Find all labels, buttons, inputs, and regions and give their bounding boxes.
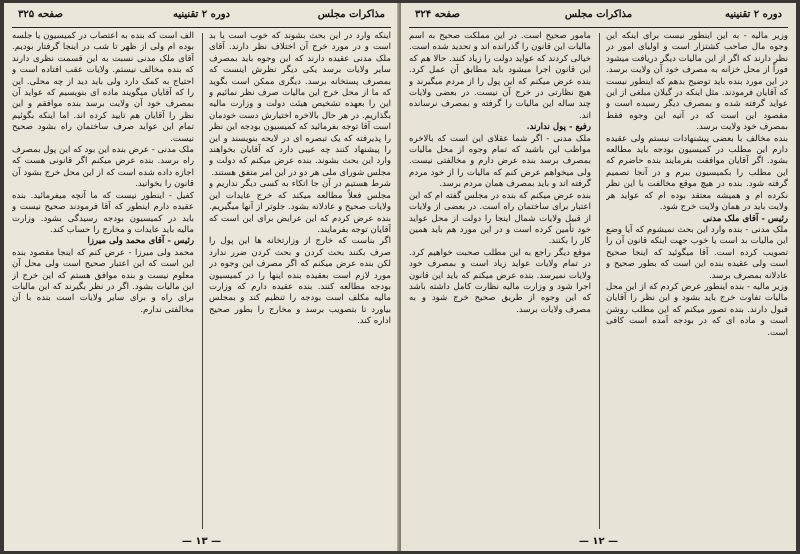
page-number-label: صفحه ۳۲۵ xyxy=(18,9,63,20)
paragraph: وزیر مالیه - به این اینطور نیست برای اینکه این وجوه مال صاحب کشتزار است و اولیای امور در نظر دارند که اگر از این مالیات دیگر دریافت میشود فوراً از محل خزانه به مصرف خود آن ولایت برسد. در این مورد بنده باید توضیح بدهم که اینطور نیست که آقایان فرمودند. مثل اینکه در گیلان مبلغی از این عواید گرفته شده و بمصرف دیگر رسیده است و مقصود این است که در آتیه این وجوه فقط بمصرف خود ولایت برسد. xyxy=(606,31,788,133)
page-footer-number: — ۱۳ — xyxy=(181,536,222,547)
session-title: دوره ۲ تقنینیه xyxy=(173,9,230,20)
paragraph: الف است که بنده به اعتصاب در کمیسیون یا جلسه بوده ام ولی از ظهر تا شب در اینجا گرفتار بودیم. آقای ملک مدنی نسبت به این قسمت نظری دارند که بنده مخالف نیستم. ولایات عقب افتاده است و احتیاج به کمک دارد ولی باید دید از چه محلی. این را که آقایان میگویند ماده ای بنویسیم که عواید آن بمصرف خود آن ولایت برسد بنده موافقم و این نظر را آقایان هم تایید کرده اند. اما اینکه بگوئیم تمام این عواید صرف ساختمان راه بشود صحیح نیست. xyxy=(12,31,194,144)
text-column-right xyxy=(606,31,788,531)
text-column-right xyxy=(209,31,391,531)
right-page xyxy=(401,3,796,551)
paragraph: ملک مدنی - بنده وارد این بحث نمیشوم که آیا وضع این مالیات بد است یا خوب جهت اینکه قانون آن را تصویب کرده است. آقا میگوئید که اینجا صحیح است ولی عقیده بنده این است که بطور صحیح و عادلانه بمصرف برسد. xyxy=(606,224,788,281)
column-divider xyxy=(599,33,600,529)
header-rule xyxy=(409,27,788,28)
text-columns xyxy=(12,31,391,531)
paragraph: کفیل - اینطور نیست که ما آنچه میفرمائید. بنده عقیده دارم اینطور که آقا فرمودند صحیح نیست و باید در کمیسیون بودجه رسیدگی بشود. وزارت مالیه باید عایدات و مخارج را حساب کند. xyxy=(12,190,194,235)
proceedings-title: مذاکرات مجلس xyxy=(564,9,633,20)
paragraph: محمد ولی میرزا - عرض کنم که اینجا مقصود بنده این است که این اعتبار صحیح است ولی محل آن معلوم نیست و بنده موافق هستم که این خرج از این مالیات بشود. اگر در نظر بگیرند که این مالیات برای راه و برای سایر ولایات است بنده با آن مخالفتی ندارم. xyxy=(12,247,194,315)
speaker-heading: رئیس - آقای محمد ولی میرزا xyxy=(87,236,194,247)
paragraph: بنده عرض میکنم که بنده در مجلس گفته ام که این اعتبار برای ساختمان راه است. در بعضی از ولایات از قبیل ولایات شمال اینجا را دولت از محل عواید خود تأمین کرده است و در این مورد هم باید همین کار را بکنند. xyxy=(409,190,591,247)
text-columns xyxy=(409,31,788,531)
paragraph: اگر بناست که خارج از وزارتخانه ها این پول را صرف بکنند بحث کردن و بحث کردن ضرر ندارد لکن بنده عرض میکنم که اگر مصرف این وجوه در مورد لازم است بعقیده بنده اینها را در کمیسیون بودجه مطالعه کنند. بنده عقیده دارم که وزارت مالیه مکلف است بودجه را تنظیم کند و بمجلس بیاورد تا بتصویب برسد و مخارج را بطور صحیح اداره کند. xyxy=(209,236,391,327)
paragraph: مأمور صحیح است. در این مملکت صحیح به اسم مالیات این قانون را گذرانده اند و تحدید شده است. خیالی کردند که عواید دولت را زیاد کنند. حالا هم که این قانون اجرا میشود باید مطابق آن عمل کرد. بنده عرض میکنم که این پول را از مردم میگیرند و هیچ نظارتی در خرج آن نیست. در بعضی ولایات چند ساله این مالیات را گرفته و بمصرف نرسانده اند. xyxy=(409,31,591,121)
column-divider xyxy=(202,33,203,529)
page-footer-number: — ۱۲ — xyxy=(578,536,619,547)
page-number-label: صفحه ۳۲۴ xyxy=(415,9,460,20)
proceedings-title: مذاکرات مجلس xyxy=(317,9,385,20)
paragraph: اینکه وارد در این بحث بشوند که خوب است یا بد است و در مورد خرج آن اختلاف نظر دارند. آقای ملک مدنی عقیده دارند که این وجوه باید بمصرف سایر ولایات برسد یکی دیگر نظرش اینست که بمصرف پستخانه برسد. دیگری ممکن است بگوید که ما از محل خرج این مالیات صرف نظر نمائیم و این را بعهده تشخیص هیئت دولت و وزارت مالیه بگذاریم. در هر حال بالاخره اختیارش دست خودمان است آقا توجه بفرمائید که کمیسیون بودجه این نظر را پذیرفته که یک تبصره ای در لایحه بنویسند و این را پیشنهاد کنند چه عیبی دارد که آقایان بخواهند وارد این بحث بشوند. بنده عرض میکنم که دولت و مجلس شورای ملی هر دو در این امر متفق هستند. xyxy=(209,31,391,178)
paragraph: موقع دیگر راجع به این مطلب صحبت خواهیم کرد. در تمام ولایات عواید زیاد است و بمصرف خود ولایات نمیرسد. بنده عرض میکنم که باید این قانون اجرا شود و وزارت مالیه نظارت کامل داشته باشد که این وجوه از طریق صحیح خرج شود و به مصرف ولایات برسد. xyxy=(409,247,591,315)
text-column-left xyxy=(409,31,591,531)
left-page xyxy=(4,3,399,551)
session-title: دوره ۲ تقنینیه xyxy=(725,9,782,20)
speaker-heading: رئیس - آقای ملک مدنی xyxy=(702,213,788,224)
book-spread xyxy=(4,3,796,551)
paragraph: ملک مدنی - عرض بنده این بود که این پول بمصرف راه برسد. بنده عرض میکنم اگر قانونی هست که اجازه داده شده است که از این محل خرج بشود آن قانون را بخوانید. xyxy=(12,145,194,190)
paragraph: وزیر مالیه - بنده اینطور عرض کردم که از این محل مالیات تفاوت خرج باید بشود و این نظر را آقایان قبول دارند. بنده تصور میکنم که این مطلب روشن است و ماده ای که در بودجه آمده است کافی است. xyxy=(606,281,788,338)
text-column-left xyxy=(12,31,194,531)
paragraph: ملک مدنی - اگر شما عقلای این است که بالاخره مواظب این باشید که تمام وجوه از محل مالیات بمصرف برسد بنده عرض دارم و مخالفتی نیست. ولی میخواهم عرض کنم که مالیات را از خود مردم گرفته اند و باید بمصرف همان مردم برسد. xyxy=(409,133,591,190)
header-rule xyxy=(12,27,391,28)
paragraph: شرط هستیم در آن جا اتکاء به کسی دیگر نداریم و مجلس فعلاً مطالعه میکند که خرج عایدات این ولایات صحیح و عادلانه بشود. جلوتر از آنها میگیریم. بنده عرض کردم که این عرایض برای این است که آقایان توجه بفرمایند. xyxy=(209,179,391,235)
paragraph: بنده مخالف با بعضی پیشنهادات نیستم ولی عقیده دارم این مطلب در کمیسیون بودجه باید مطالعه بشود. اگر آقایان موافقت بفرمایند بنده حاضرم که این مطلب را بکمیسیون ببرم و در آنجا تصمیم گرفته شود. بنده در هیچ موقع مخالفت با این نظر نکرده ام و همیشه معتقد بوده ام که عواید هر ولایت باید در همان ولایت خرج شود. xyxy=(606,133,788,213)
page-header xyxy=(411,9,786,25)
page-header xyxy=(14,9,389,25)
speaker-heading: رفیع - پول ندارند. xyxy=(526,122,591,133)
